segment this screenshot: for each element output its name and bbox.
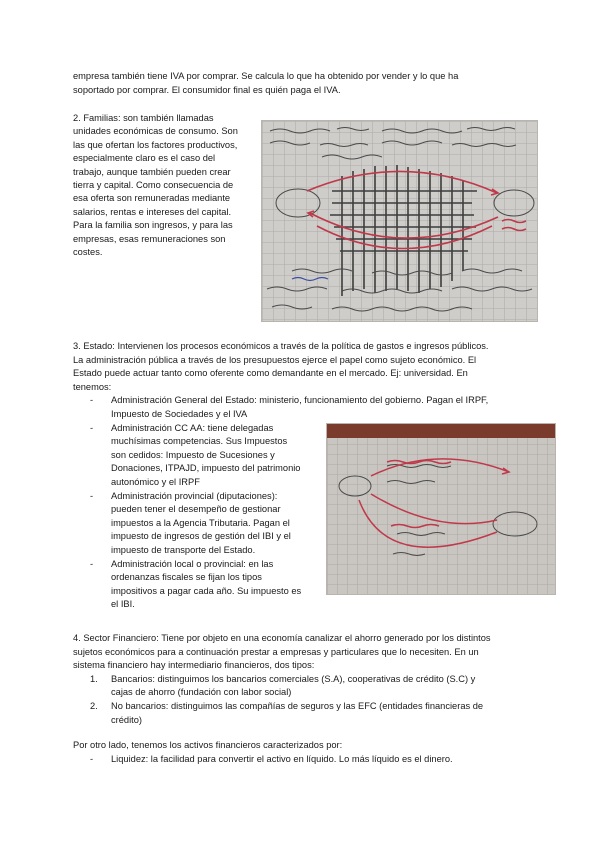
text-line: No bancarios: distinguimos las compañías de seguros y las EFC (entidades financieras de (111, 700, 484, 711)
list-marker: 1. (90, 673, 98, 684)
text-line: sujetos económicos para a continuación prestar a empresas y particulares que lo necesiten. En un (73, 646, 479, 657)
text-line: Para la familia son ingresos, y para las (73, 220, 233, 231)
text-line: muchísimas competencias. Sus Impuestos (111, 436, 288, 447)
text-line: especialmente claro es el caso del (73, 153, 216, 164)
text-line: soportado por comprar. El consumidor final es quién paga el IVA. (73, 84, 341, 95)
text-line: costes. (73, 247, 103, 258)
text-line: impositivos a pagar cada año. Su impuesto es (111, 585, 302, 596)
intro-paragraph (73, 70, 533, 97)
text-line: tenemos: (73, 381, 112, 392)
text-line: pueden tener el desempeño de gestionar (111, 504, 281, 515)
text-line: autonómico y el IRPF (111, 476, 200, 487)
text-line: el IBI. (111, 599, 135, 610)
list-marker: - (90, 558, 94, 569)
list-marker: - (90, 490, 94, 501)
familias-paragraph (73, 112, 253, 259)
text-line: cajas de ahorro (fundación con labor social) (111, 687, 292, 698)
activos-section (73, 739, 533, 766)
text-line: La administración pública a través de los presupuestos ejerce el papel como sujeto económico. El (73, 354, 477, 365)
list-marker: 2. (90, 700, 98, 711)
text-line: impuesto de transporte del Estado. (111, 544, 256, 555)
list-item (73, 490, 321, 558)
text-line: 2. Familias: son también llamadas (73, 113, 214, 123)
text-line: Por otro lado, tenemos los activos financieros caracterizados por: (73, 740, 343, 750)
list-item (73, 394, 543, 421)
text-line: Estado puede actuar tanto como oferente como demandante en el mercado. Ej: universidad. En (73, 368, 468, 379)
list-marker: - (90, 395, 94, 406)
text-line: Bancarios: distinguimos los bancarios comerciales (S.A), cooperativas de crédito (S.C) y (111, 673, 476, 684)
text-line: esa oferta son remuneradas mediante (73, 193, 231, 204)
text-line: Liquidez: la facilidad para convertir el activo en líquido. Lo más líquido es el dinero. (111, 753, 453, 764)
text-line: Administración local o provincial: en las (111, 558, 274, 569)
text-line: ordenanzas fiscales se fijan los tipos (111, 572, 262, 583)
text-line: impuestos a la Agencia Tributaria. Pagan el (111, 517, 290, 528)
text-line: crédito) (111, 714, 143, 725)
list-item (73, 422, 321, 490)
list-marker: - (90, 753, 94, 764)
text-line: son cedidos: Impuesto de Sucesiones y (111, 449, 275, 460)
text-line: 4. Sector Financiero: Tiene por objeto en una economía canalizar el ahorro generado por los distintos (73, 633, 491, 643)
text-line: impuesto de ingresos de gestión del IBI y el (111, 531, 291, 542)
photo-top-edge (327, 424, 555, 438)
text-line: empresa también tiene IVA por comprar. Se calcula lo que ha obtenido por vender y lo que ha (73, 71, 459, 81)
text-line: salarios, rentas e intereses del capital. (73, 206, 232, 217)
activos-list (73, 753, 533, 767)
text-line: sistema financiero hay intermediario financieros, dos tipos: (73, 660, 315, 671)
notes-photo-circular-flow (261, 120, 538, 322)
text-line: empresas, esas remuneraciones son (73, 233, 226, 244)
list-item (73, 753, 543, 767)
notes-photo-estado-flow (326, 423, 556, 595)
text-line: Administración General del Estado: ministerio, funcionamiento del gobierno. Pagan el IRPF, (111, 395, 489, 406)
text-line: Administración CC AA: tiene delegadas (111, 422, 274, 433)
notes-photo-svg (262, 121, 537, 321)
text-line: Donaciones, ITPAJD, impuesto del patrimonio (111, 463, 301, 474)
text-line: 3. Estado: Intervienen los procesos económicos a través de la política de gastos e ingresos públicos. (73, 341, 489, 351)
list-marker: - (90, 422, 94, 433)
text-line: unidades económicas de consumo. Son (73, 126, 238, 137)
sector-financiero-section (73, 632, 533, 727)
text-line: trabajo, aunque también pueden crear (73, 166, 231, 177)
text-line: Administración provincial (diputaciones): (111, 490, 278, 501)
text-line: tierra y capital. Como consecuencia de (73, 180, 234, 191)
list-item (73, 558, 321, 612)
sector-list (73, 673, 533, 727)
list-item (73, 700, 543, 727)
text-line: Impuesto de Sociedades y el IVA (111, 408, 248, 419)
list-item (73, 673, 543, 700)
notes-photo-svg (327, 424, 555, 594)
text-line: las que ofertan los factores productivos, (73, 139, 238, 150)
